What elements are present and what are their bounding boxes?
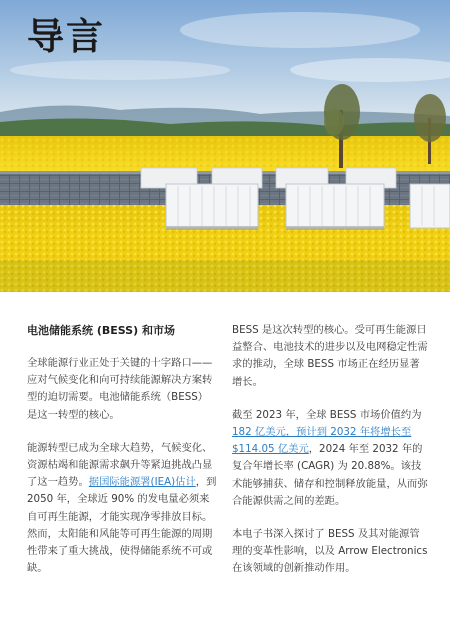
- paragraph-text: ，2024 年至 2032 年的复合年增长率 (CAGR) 为 20.88%。该技术能够捕获、储存和控制释放能量，从而弥合能源供需之间的差距。: [232, 443, 428, 507]
- intro-paragraph: 全球能源行业正处于关键的十字路口——应对气候变化和向可持续能源解决方案转型的迫切需要。电池储能系统（BESS）是这一转型的核心。: [27, 357, 213, 421]
- market-value-paragraph: [232, 407, 428, 510]
- section-heading: 电池储能系统 (BESS) 和市场: [27, 324, 175, 337]
- hero-image: [0, 0, 450, 292]
- paragraph-text: ，到 2050 年，全球近 90% 的发电量必须来自可再生能源，才能实现净零排放目标。然而，太阳能和风能等可再生能源的周期性带来了重大挑战，使得储能系统不可或缺。: [27, 476, 217, 575]
- ebook-scope-paragraph: 本电子书深入探讨了 BESS 及其对能源管理的变革性影响，以及 Arrow Electronics 在该领域的创新推动作用。: [232, 528, 428, 575]
- right-column: [232, 322, 428, 594]
- bess-core-paragraph: BESS 是这次转型的核心。受可再生能源日益整合、电池技术的进步以及电网稳定性需求的推动，全球 BESS 市场正在经历显著增长。: [232, 324, 428, 388]
- page-title: 导言: [27, 15, 105, 58]
- paragraph-text: 能源转型已成为全球大趋势，气候变化、资源枯竭和能源需求飙升等紧迫挑战凸显了这一趋势。: [27, 441, 213, 489]
- market-forecast-link[interactable]: 182 亿美元，预计到 2032 年将增长至 $114.05 亿美元: [232, 426, 412, 456]
- energy-transition-paragraph: [27, 440, 217, 578]
- iea-estimate-link[interactable]: 据国际能源署(IEA)估计: [88, 476, 196, 489]
- left-column: [27, 322, 217, 593]
- paragraph-text: 截至 2023 年，全球 BESS 市场价值约为: [232, 408, 422, 421]
